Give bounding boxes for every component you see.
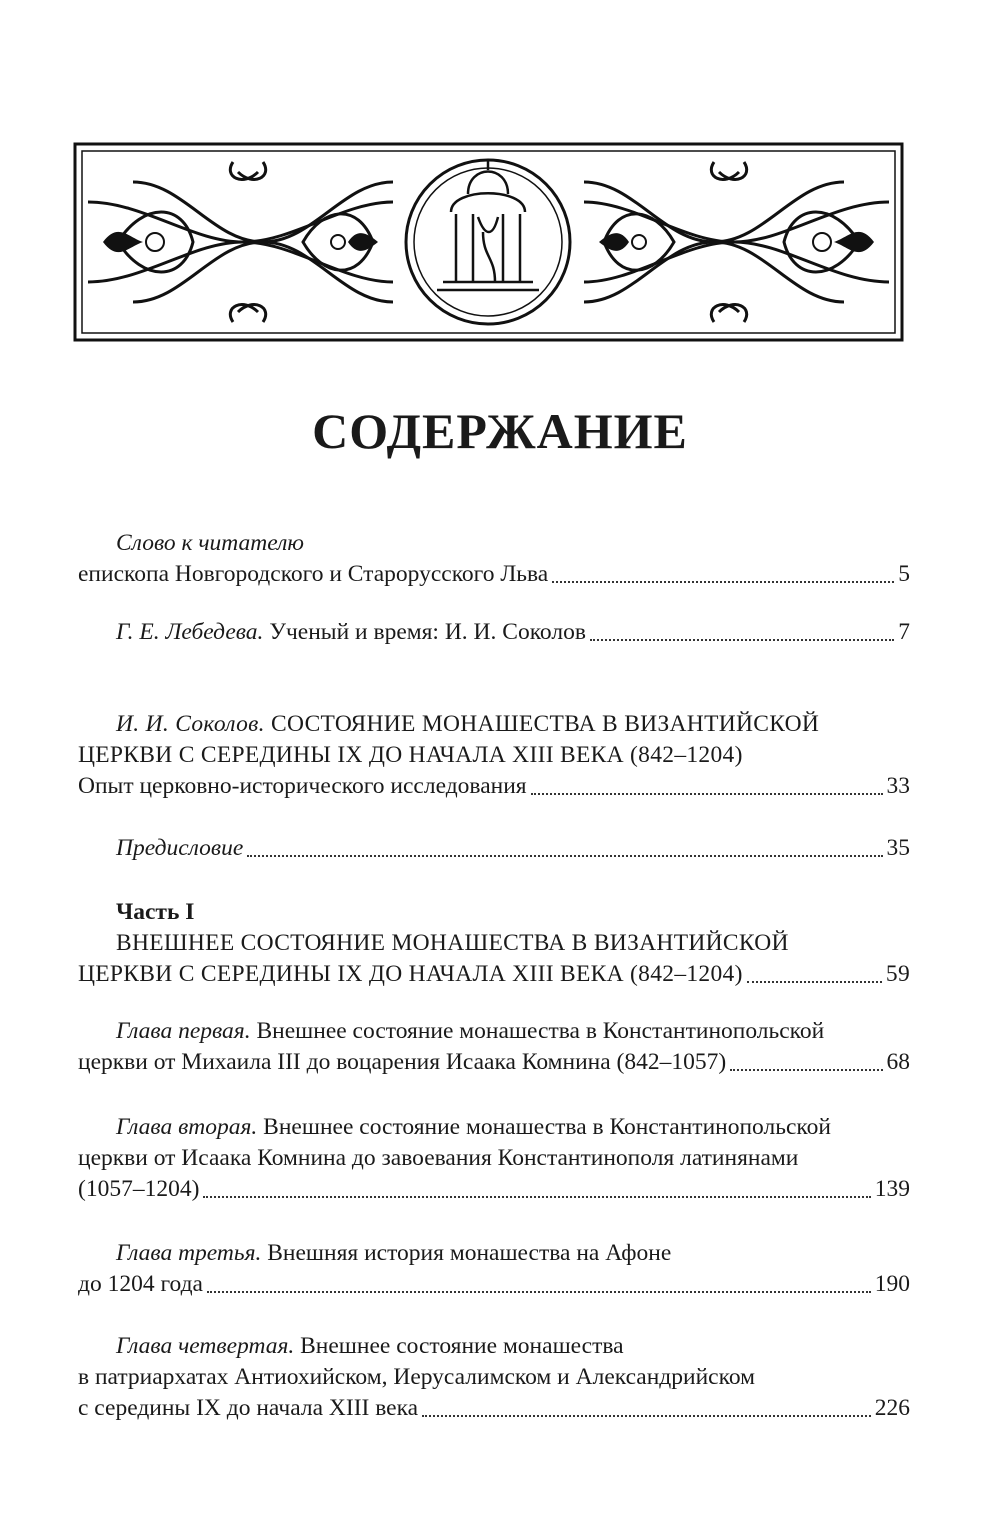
toc-entry-leader-line [78, 617, 910, 648]
toc-entry-text: (1057–1204) [78, 1176, 200, 1202]
page-number: 7 [898, 619, 910, 645]
toc-entry-text: епископа Новгородского и Старорусского Льва [78, 561, 549, 587]
toc-entry [78, 897, 910, 990]
toc-entry-text: Опыт церковно-исторического исследования [78, 773, 527, 799]
toc-entry-leader-line [78, 1269, 910, 1300]
dot-leader [203, 1195, 870, 1198]
toc-entry-heading: Слово к читателю [116, 530, 304, 556]
toc-entry-text: церкви от Михаила III до воцарения Исаака Комнина (842–1057) [78, 1049, 727, 1075]
page-number: 59 [885, 961, 910, 987]
page-number: 190 [874, 1271, 910, 1297]
toc-entry-text: Внешнее состояние монашества в Константинопольской [250, 1018, 825, 1044]
page-number: 226 [874, 1395, 910, 1421]
toc-entry-leader-line [78, 1174, 910, 1205]
toc-entry-leader-line [78, 771, 910, 802]
toc-entry-text: Внешнее состояние монашества [294, 1333, 624, 1359]
toc-chapter-label: Глава четвертая. [116, 1333, 295, 1359]
page-number: 68 [886, 1049, 910, 1075]
page-title: СОДЕРЖАНИЕ [312, 403, 688, 459]
dot-leader [247, 854, 882, 857]
toc-entry-leader-line [78, 1047, 910, 1078]
toc-entry-text: Ученый и время: И. И. Соколов [263, 619, 586, 645]
toc-entry-text: с середины IX до начала XIII века [78, 1395, 419, 1421]
dot-leader [747, 980, 882, 983]
toc-entry-text: Внешнее состояние монашества в Константинопольской [257, 1114, 831, 1140]
toc-entry [78, 1238, 910, 1300]
ornamental-header-image [73, 142, 904, 342]
dot-leader [590, 638, 894, 641]
toc-part-label: Часть I [116, 899, 195, 925]
toc-chapter-label: Глава третья. [116, 1240, 262, 1266]
page-number: 35 [886, 835, 910, 861]
toc-entry [78, 617, 910, 648]
toc-entry [78, 709, 910, 802]
toc-entry [78, 1112, 910, 1205]
toc-chapter-label: Глава первая. [116, 1018, 251, 1044]
dot-leader [531, 792, 883, 795]
toc-entry-leader-line [78, 559, 910, 590]
toc-chapter-label: Глава вторая. [116, 1114, 258, 1140]
page-number: 5 [898, 561, 910, 587]
dot-leader [422, 1414, 871, 1417]
dot-leader [730, 1068, 882, 1071]
toc-entry-author: И. И. Соколов. [116, 711, 265, 737]
toc-entry-author: Г. Е. Лебедева. [116, 619, 264, 645]
toc-entry [78, 1016, 910, 1078]
toc-entry [78, 528, 910, 590]
toc-entry-text: ВНЕШНЕЕ СОСТОЯНИЕ МОНАШЕСТВА В ВИЗАНТИЙСКОЙ [116, 930, 789, 956]
toc-entry-leader-line [78, 959, 910, 990]
page-number: 33 [886, 773, 910, 799]
dot-leader [552, 580, 894, 583]
toc-entry-text: ЦЕРКВИ С СЕРЕДИНЫ IX ДО НАЧАЛА XIII ВЕКА (842–1204) [78, 742, 743, 768]
toc-entry-text: ЦЕРКВИ С СЕРЕДИНЫ IX ДО НАЧАЛА XIII ВЕКА (842–1204) [78, 961, 743, 987]
toc-entry-leader-line [78, 1393, 910, 1424]
page-number: 139 [874, 1176, 910, 1202]
toc-entry-text: СОСТОЯНИЕ МОНАШЕСТВА В ВИЗАНТИЙСКОЙ [264, 711, 820, 737]
dot-leader [207, 1290, 871, 1293]
toc-entry-text: до 1204 года [78, 1271, 203, 1297]
toc-entry-text: в патриархатах Антиохийском, Иерусалимском и Александрийском [78, 1364, 755, 1390]
toc-entry-leader-line [78, 833, 910, 864]
toc-entry-text: Внешняя история монашества на Афоне [261, 1240, 672, 1266]
toc-entry-text: Предисловие [116, 835, 244, 861]
toc-entry-text: церкви от Исаака Комнина до завоевания Константинополя латинянами [78, 1145, 799, 1171]
toc-entry [78, 1331, 910, 1424]
toc-entry [78, 833, 910, 864]
